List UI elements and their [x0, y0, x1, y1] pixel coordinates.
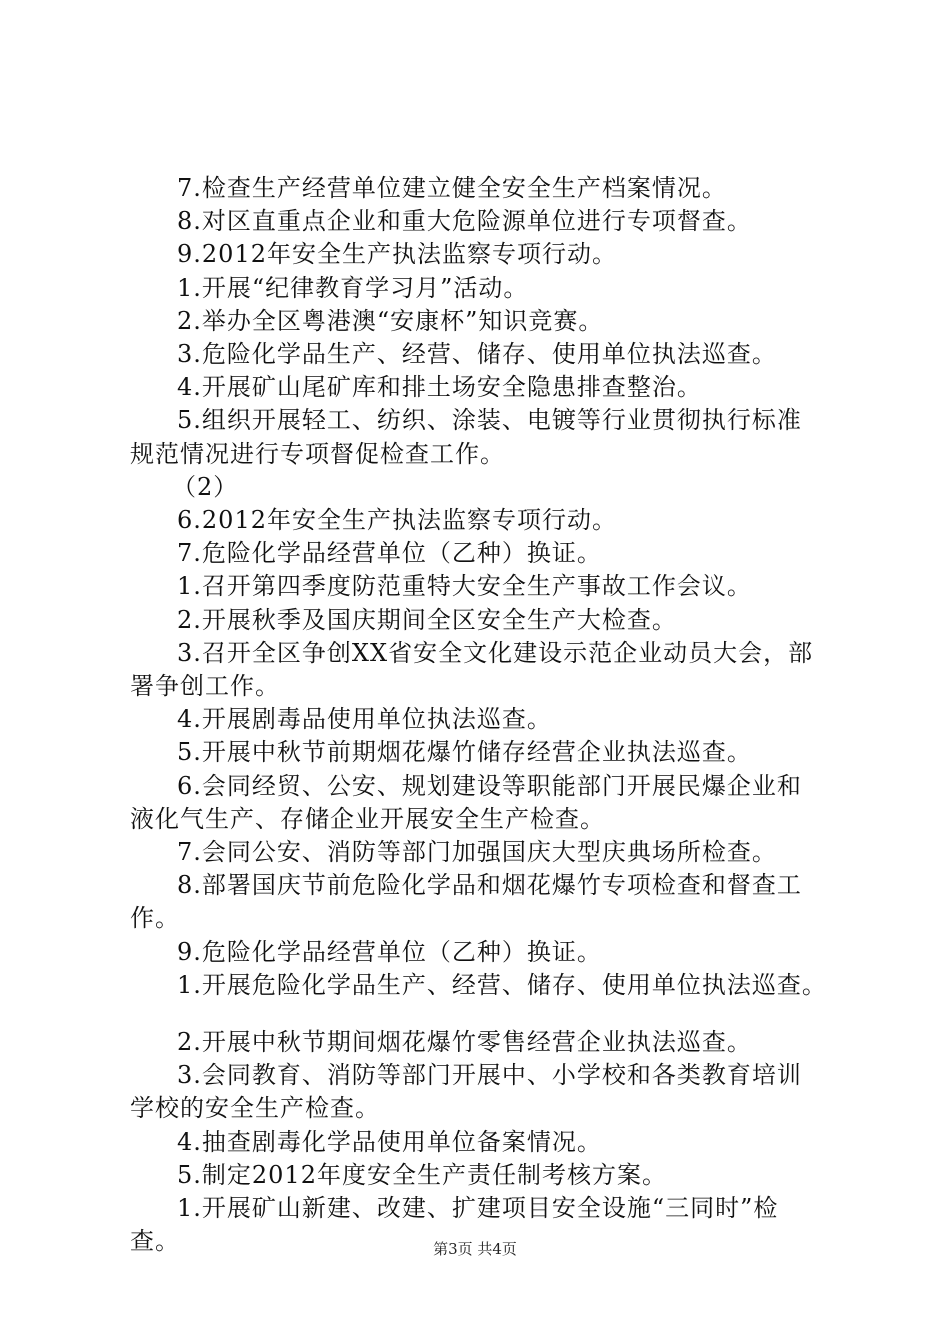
- text-line: 8.对区直重点企业和重大危险源单位进行专项督查。: [177, 207, 752, 235]
- text-line: 5.开展中秋节前期烟花爆竹储存经营企业执法巡查。: [177, 738, 752, 766]
- text-line: 3.会同教育、消防等部门开展中、小学校和各类教育培训: [177, 1061, 802, 1089]
- text-line: 1.开展“纪律教育学习月”活动。: [177, 274, 529, 302]
- text-line: 7.危险化学品经营单位（乙种）换证。: [177, 539, 602, 567]
- text-line: 3.召开全区争创XX省安全文化建设示范企业动员大会，部: [177, 639, 814, 667]
- text-line: 9.危险化学品经营单位（乙种）换证。: [177, 938, 602, 966]
- text-line: 6.会同经贸、公安、规划建设等职能部门开展民爆企业和: [177, 772, 802, 800]
- text-line: 6.2012年安全生产执法监察专项行动。: [177, 506, 617, 534]
- text-line: 4.开展剧毒品使用单位执法巡查。: [177, 705, 552, 733]
- text-line: 7.检查生产经营单位建立健全安全生产档案情况。: [177, 174, 727, 202]
- text-line: 2.开展中秋节期间烟花爆竹零售经营企业执法巡查。: [177, 1028, 752, 1056]
- text-line: 7.会同公安、消防等部门加强国庆大型庆典场所检查。: [177, 838, 777, 866]
- text-line: 3.危险化学品生产、经营、储存、使用单位执法巡查。: [177, 340, 777, 368]
- text-line: 作。: [130, 904, 180, 932]
- text-line: 1.开展危险化学品生产、经营、储存、使用单位执法巡查。: [177, 971, 827, 999]
- text-line: 1.开展矿山新建、改建、扩建项目安全设施“三同时”检: [177, 1194, 779, 1222]
- text-line: 2.开展秋季及国庆期间全区安全生产大检查。: [177, 606, 677, 634]
- text-line: 规范情况进行专项督促检查工作。: [130, 440, 505, 468]
- text-line: 署争创工作。: [130, 672, 280, 700]
- text-line: 4.开展矿山尾矿库和排土场安全隐患排查整治。: [177, 373, 702, 401]
- text-line: 查。: [130, 1227, 180, 1255]
- page-footer: 第3页 共4页: [433, 1240, 517, 1258]
- text-line: 5.制定2012年度安全生产责任制考核方案。: [177, 1161, 667, 1189]
- text-line: （2）: [172, 473, 239, 501]
- text-line: 9.2012年安全生产执法监察专项行动。: [177, 240, 617, 268]
- text-line: 4.抽查剧毒化学品使用单位备案情况。: [177, 1128, 602, 1156]
- text-line: 学校的安全生产检查。: [130, 1094, 380, 1122]
- text-line: 8.部署国庆节前危险化学品和烟花爆竹专项检查和督查工: [177, 871, 802, 899]
- text-line: 5.组织开展轻工、纺织、涂装、电镀等行业贯彻执行标准: [177, 406, 802, 434]
- text-line: 液化气生产、存储企业开展安全生产检查。: [130, 805, 605, 833]
- text-line: 2.举办全区粤港澳“安康杯”知识竞赛。: [177, 307, 604, 335]
- text-line: 1.召开第四季度防范重特大安全生产事故工作会议。: [177, 572, 752, 600]
